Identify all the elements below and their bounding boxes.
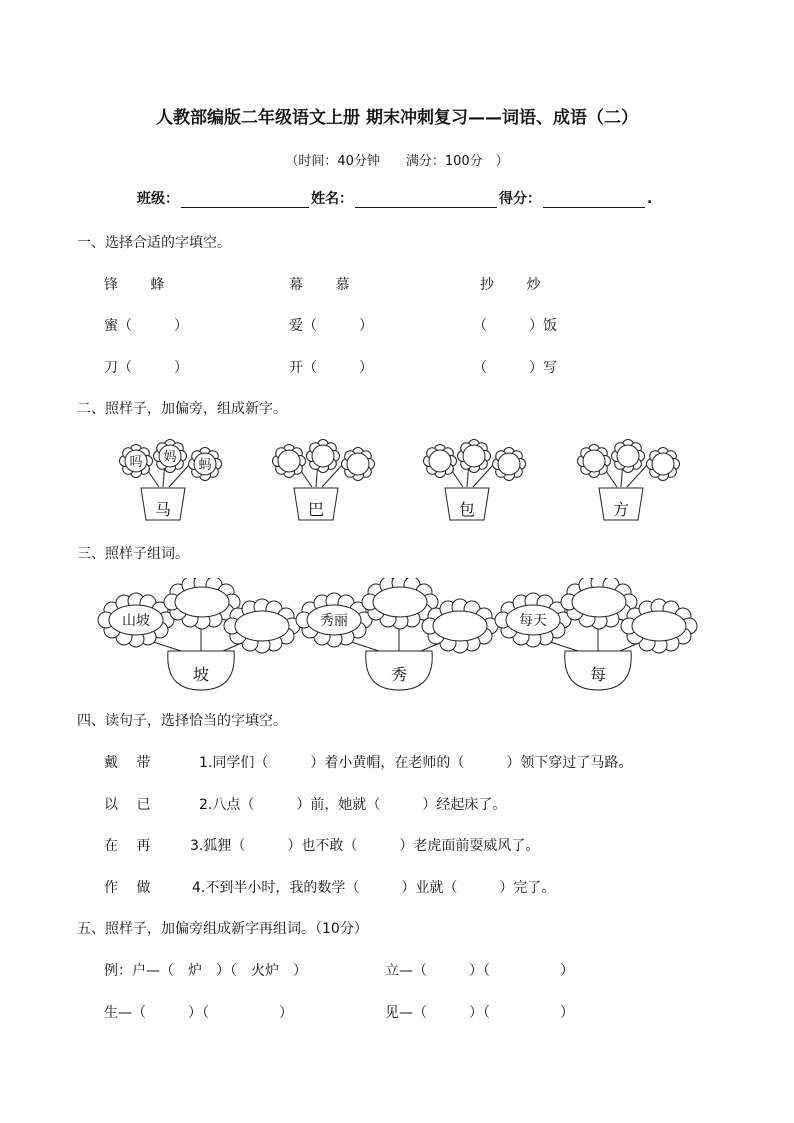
word-flower-figures [0,578,794,698]
s1-blank[interactable]: 爱（ ） [289,318,373,334]
pot-char: 巴 [307,500,325,519]
s4-pair: 以 已 [104,797,151,813]
pot-char: 包 [458,500,476,519]
s4-pair: 在 再 [104,838,151,854]
example-char-3: 蚂 [198,458,212,473]
section-1-heading: 一、选择合适的字填空。 [77,235,231,251]
s5-item[interactable]: 生—（ ）（ ） [104,1005,293,1021]
class-field[interactable] [181,191,309,208]
s1-blank[interactable]: （ ）饭 [473,318,557,334]
student-info-line [137,188,652,208]
s4-sentence[interactable]: 4.不到半小时，我的数学（ ）业就（ ）完了。 [192,880,556,896]
s1-blank[interactable]: 开（ ） [289,360,373,376]
end-mark: . [647,191,653,207]
example-char-2: 妈 [163,450,177,465]
name-field[interactable] [355,191,497,208]
class-label: 班级： [137,191,179,207]
s1-pair-1: 锋 蜂 [104,277,165,293]
section-2-heading: 二、照样子，加偏旁，组成新字。 [77,401,287,417]
name-label: 姓名： [311,191,353,207]
s4-pair: 戴 带 [104,755,151,771]
s1-blank[interactable]: 刀（ ） [104,360,188,376]
section-4-heading: 四、读句子，选择恰当的字填空。 [77,713,287,729]
bowl-char: 坡 [192,665,210,684]
exam-info: （时间：40分钟 满分：100分 ） [285,154,509,169]
flower-pot-figures [0,430,794,530]
s5-item[interactable]: 立—（ ）（ ） [385,963,574,979]
example-word: 山坡 [122,613,150,629]
s1-blank[interactable]: （ ）写 [473,360,557,376]
s1-pair-3: 抄 炒 [480,277,541,293]
s4-pair: 作 做 [104,880,151,896]
s1-pair-2: 幕 慕 [289,277,350,293]
example-char-1: 吗 [129,455,143,470]
s4-sentence[interactable]: 1.同学们（ ）着小黄帽，在老师的（ ）领下穿过了马路。 [199,755,633,771]
section-5-heading: 五、照样子，加偏旁组成新字再组词。（10分） [77,921,368,937]
s1-blank[interactable]: 蜜（ ） [104,318,188,334]
page-title: 人教部编版二年级语文上册 期末冲刺复习——词语、成语（二） [156,108,638,128]
bowl-char: 每 [589,665,607,684]
s5-item[interactable]: 见—（ ）（ ） [385,1005,574,1021]
s5-example: 例：户—（ 炉 ）（ 火炉 ） [104,963,307,979]
example-word: 每天 [519,613,547,629]
score-label: 得分： [499,191,541,207]
s4-sentence[interactable]: 3.狐狸（ ）也不敢（ ）老虎面前耍威风了。 [190,838,540,854]
pot-char: 方 [612,500,630,519]
pot-char: 马 [154,500,172,519]
s4-sentence[interactable]: 2.八点（ ）前，她就（ ）经起床了。 [199,797,507,813]
section-3-heading: 三、照样子组词。 [77,546,189,562]
score-field[interactable] [543,191,645,208]
example-word: 秀丽 [320,613,348,629]
bowl-char: 秀 [390,665,408,684]
